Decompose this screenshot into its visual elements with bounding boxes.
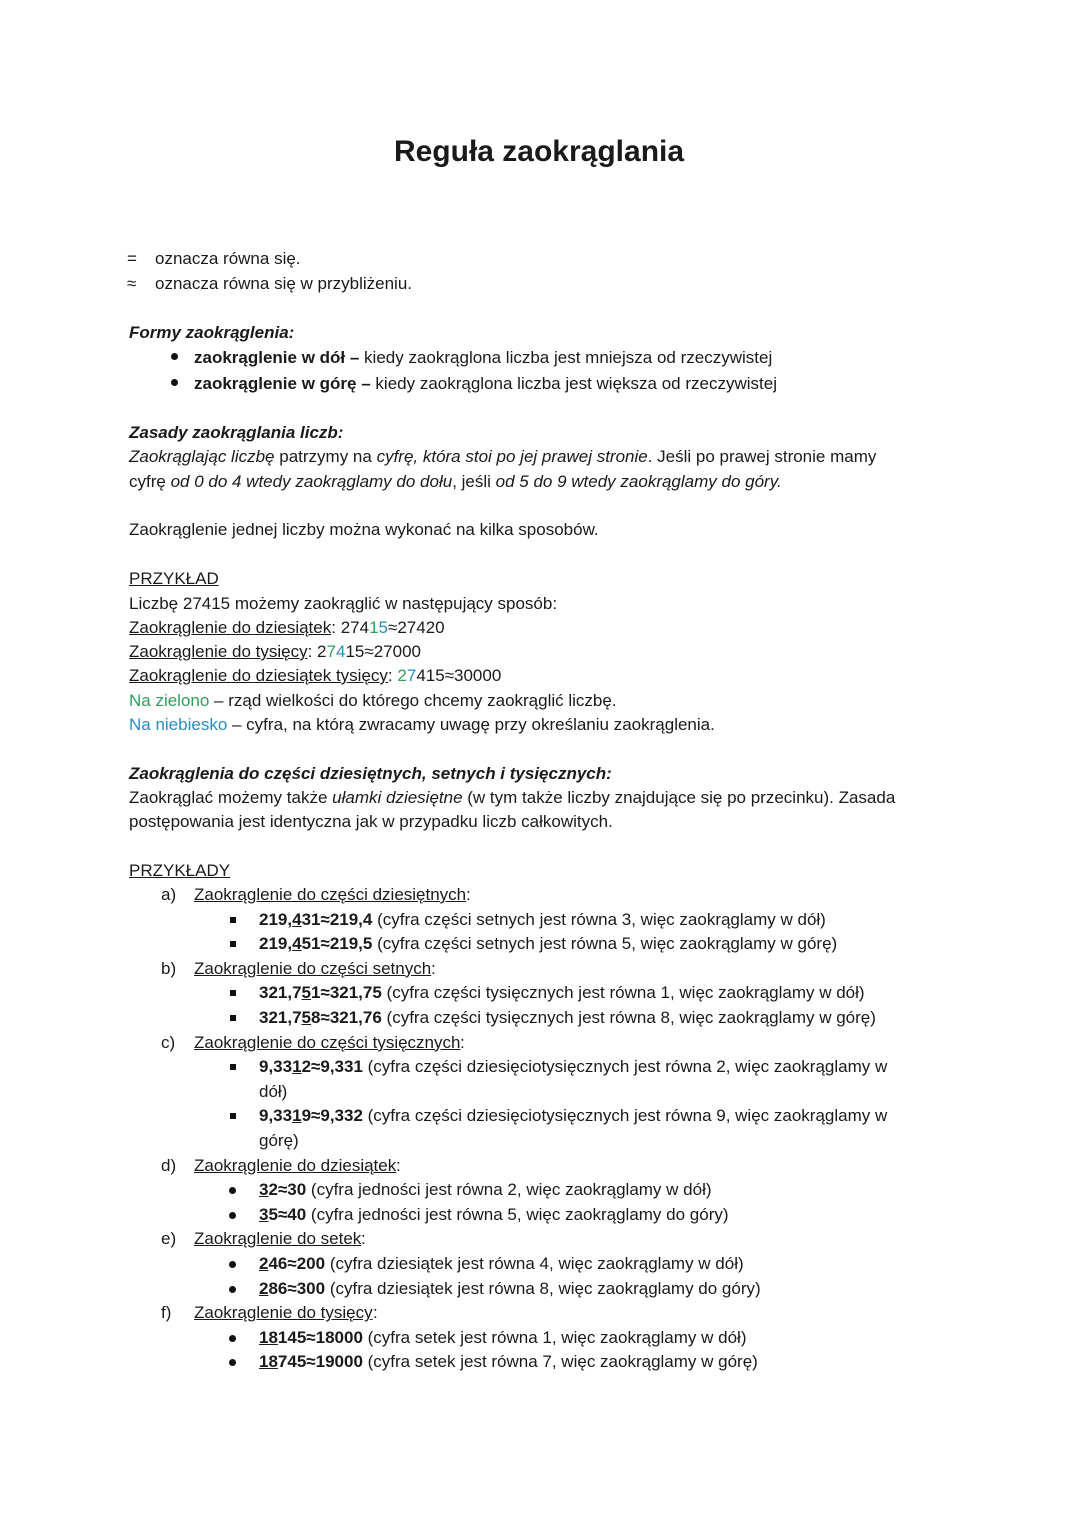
number-underlined-part: 2 xyxy=(259,1254,269,1273)
equals-symbol: = xyxy=(127,249,137,268)
example-label: Zaokrąglenie do dziesiątek xyxy=(129,618,332,637)
paragraph-line: Zaokrąglenie jednej liczby można wykonać na kilka sposobów. xyxy=(129,520,599,539)
symbol-desc: oznacza równa się w przybliżeniu. xyxy=(155,274,413,293)
definition: kiedy zaokrąglona liczba jest większa od rzeczywistej xyxy=(370,374,777,393)
explanation: (cyfra części tysięcznych jest równa 1, więc zaokrąglamy w dół) xyxy=(381,983,865,1003)
colon: : xyxy=(396,1155,401,1175)
number-part: 321,7 xyxy=(259,983,302,1003)
explanation: (cyfra dziesiątek jest równa 4, więc zaokrąglamy w dół) xyxy=(325,1254,744,1273)
bullet-icon xyxy=(229,1286,236,1293)
group-title: Zaokrąglenie do tysięcy xyxy=(194,1303,373,1323)
text: (w tym także liczby znajdujące się po przecinku). Zasada xyxy=(462,788,896,807)
italic-text: od 0 do 4 wtedy zaokrąglamy do dołu xyxy=(170,472,453,491)
colon: : xyxy=(431,958,436,978)
number-part: 219, xyxy=(259,909,293,929)
example-item xyxy=(259,1203,729,1227)
term: zaokrąglenie w górę – xyxy=(194,374,371,393)
rounded-result: ≈200 xyxy=(287,1254,326,1273)
rounded-result: ≈321,76 xyxy=(320,1008,382,1027)
square-bullet-icon xyxy=(230,990,236,996)
result: ≈27000 xyxy=(364,642,421,661)
legend-blue xyxy=(129,713,715,737)
separator: : xyxy=(331,618,341,637)
number-part: 46 xyxy=(268,1254,288,1273)
number-part: 2 xyxy=(301,1057,312,1077)
group-letter: e) xyxy=(161,1229,177,1249)
group-title: Zaokrąglenie do części setnych xyxy=(194,958,432,978)
legend-text: – rząd wielkości do którego chcemy zaokrąglić liczbę. xyxy=(209,691,617,710)
group-letter: f) xyxy=(161,1303,172,1323)
group-letter: b) xyxy=(161,958,177,978)
blue-digit: 7 xyxy=(406,666,417,685)
example-item-continuation: górę) xyxy=(259,1131,299,1150)
rounded-result: ≈40 xyxy=(277,1204,307,1224)
group-letter: d) xyxy=(161,1155,177,1175)
page-title: Reguła zaokrąglania xyxy=(393,135,685,168)
rounded-result: ≈18000 xyxy=(306,1327,363,1347)
number-underlined-part: 18 xyxy=(259,1352,278,1372)
separator: : xyxy=(387,666,398,685)
rounded-result: ≈30 xyxy=(277,1180,307,1200)
number-part: 9,33 xyxy=(259,1106,293,1126)
colon: : xyxy=(460,1032,465,1052)
blue-label: Na niebiesko xyxy=(129,715,228,734)
number-part: 86 xyxy=(268,1278,288,1298)
term: zaokrąglenie w dół – xyxy=(194,348,360,367)
number-underlined-part: 4 xyxy=(292,909,302,929)
legend-text: – cyfra, na którą zwracamy uwagę przy określaniu zaokrąglenia. xyxy=(227,715,715,734)
example-heading: PRZYKŁAD xyxy=(129,569,219,588)
digits: 2 xyxy=(317,642,327,661)
result: ≈30000 xyxy=(444,666,502,685)
example-item xyxy=(259,908,826,932)
italic-text: ułamki dziesiętne xyxy=(332,788,463,807)
legend-green xyxy=(129,689,617,713)
number-part: 145 xyxy=(277,1327,307,1347)
number-underlined-part: 1 xyxy=(292,1057,302,1077)
example-label: Zaokrąglenie do tysięcy xyxy=(129,642,308,661)
example-item xyxy=(259,1006,876,1030)
example-intro: Liczbę 27415 możemy zaokrąglić w następujący sposób: xyxy=(129,594,558,613)
example-item xyxy=(259,1277,761,1301)
rounded-result: ≈219,4 xyxy=(320,909,373,929)
number-part: 9,33 xyxy=(259,1057,293,1077)
number-part: 321,7 xyxy=(259,1008,302,1027)
square-bullet-icon xyxy=(230,917,236,923)
blue-digit: 5 xyxy=(378,618,388,637)
definition: kiedy zaokrąglona liczba jest mniejsza od rzeczywistej xyxy=(359,348,773,367)
symbol-row xyxy=(129,247,301,271)
green-digit: 7 xyxy=(326,642,336,661)
approx-symbol: ≈ xyxy=(127,274,137,293)
explanation: (cyfra setek jest równa 7, więc zaokrąglamy w górę) xyxy=(362,1352,758,1372)
example-row xyxy=(129,640,421,664)
number-part: 1 xyxy=(311,983,321,1003)
bullet-icon xyxy=(229,1187,236,1194)
example-item xyxy=(259,1350,758,1374)
bullet-icon xyxy=(229,1212,236,1219)
colon: : xyxy=(466,885,471,904)
group-title: Zaokrąglenie do części dziesiętnych xyxy=(194,885,467,904)
group-letter: c) xyxy=(161,1032,176,1052)
explanation: (cyfra dziesiątek jest równa 8, więc zaokrąglamy do góry) xyxy=(325,1278,761,1298)
explanation: (cyfra części dziesięciotysięcznych jest równa 2, więc zaokrąglamy w xyxy=(362,1057,888,1077)
rounded-result: ≈9,331 xyxy=(311,1057,363,1077)
italic-text: cyfrę, która stoi po jej prawej stronie xyxy=(376,447,648,466)
text: . Jeśli po prawej stronie mamy xyxy=(647,447,877,466)
example-item xyxy=(259,1055,887,1079)
explanation: (cyfra części tysięcznych jest równa 8, więc zaokrąglamy w górę) xyxy=(381,1008,876,1027)
example-item xyxy=(259,1104,887,1128)
paragraph-line xyxy=(129,445,876,469)
paragraph-line: postępowania jest identyczna jak w przypadku liczb całkowitych. xyxy=(129,812,613,831)
colon: : xyxy=(361,1229,366,1249)
example-item xyxy=(259,981,865,1005)
example-item xyxy=(259,1252,744,1276)
italic-text: Zaokrąglając liczbę xyxy=(129,447,275,466)
text: Zaokrąglać możemy także xyxy=(129,788,333,807)
section-heading-zasady: Zasady zaokrąglania liczb: xyxy=(129,423,344,442)
example-item xyxy=(259,1178,712,1202)
group-title: Zaokrąglenie do dziesiątek xyxy=(194,1155,397,1175)
section-heading-dziesietne: Zaokrąglenia do części dziesiętnych, setnych i tysięcznych: xyxy=(129,764,612,783)
italic-text: od 5 do 9 wtedy zaokrąglamy do góry. xyxy=(495,472,782,491)
number-underlined-part: 5 xyxy=(301,983,312,1003)
digits: 274 xyxy=(340,618,370,637)
green-digit: 2 xyxy=(397,666,407,685)
separator: : xyxy=(307,642,318,661)
paragraph-line xyxy=(129,470,782,494)
symbol-row xyxy=(129,272,412,296)
number-underlined-part: 5 xyxy=(301,1008,312,1027)
example-row xyxy=(129,616,445,640)
square-bullet-icon xyxy=(230,1015,236,1021)
text: patrzymy na xyxy=(274,447,377,466)
digits: 415 xyxy=(416,666,445,685)
number-part: 5 xyxy=(268,1204,278,1224)
explanation: (cyfra setek jest równa 1, więc zaokrąglamy w dół) xyxy=(362,1327,747,1347)
number-underlined-part: 2 xyxy=(259,1278,269,1298)
examples-heading: PRZYKŁADY xyxy=(129,861,231,880)
rounded-result: ≈9,332 xyxy=(311,1106,363,1126)
explanation: (cyfra części dziesięciotysięcznych jest równa 9, więc zaokrąglamy w xyxy=(362,1106,888,1126)
number-part: 745 xyxy=(277,1352,307,1372)
rounded-result: ≈219,5 xyxy=(320,934,373,954)
number-part: 51 xyxy=(301,934,321,954)
number-part: 8 xyxy=(311,1008,321,1027)
bullet-icon xyxy=(229,1359,236,1366)
explanation: (cyfra części setnych jest równa 3, więc zaokrąglamy w dół) xyxy=(372,909,826,929)
list-item xyxy=(194,346,772,370)
group-title: Zaokrąglenie do setek xyxy=(194,1229,362,1249)
square-bullet-icon xyxy=(230,1064,236,1070)
rounded-result: ≈321,75 xyxy=(320,983,382,1003)
example-item xyxy=(259,1326,747,1350)
square-bullet-icon xyxy=(230,941,236,947)
number-part: 2 xyxy=(268,1180,278,1200)
number-underlined-part: 3 xyxy=(259,1204,269,1224)
result: ≈27420 xyxy=(388,618,445,637)
green-digit: 1 xyxy=(369,618,379,637)
group-title: Zaokrąglenie do części tysięcznych xyxy=(194,1032,461,1052)
bullet-icon xyxy=(229,1261,236,1268)
bullet-icon xyxy=(229,1335,236,1342)
rounded-result: ≈300 xyxy=(287,1278,326,1298)
example-row xyxy=(129,664,501,688)
square-bullet-icon xyxy=(230,1113,236,1119)
number-underlined-part: 18 xyxy=(259,1327,278,1347)
bullet-icon xyxy=(171,353,178,360)
blue-digit: 4 xyxy=(335,642,346,661)
section-heading-formy: Formy zaokrąglenia: xyxy=(129,323,295,342)
number-underlined-part: 3 xyxy=(259,1180,269,1200)
bullet-icon xyxy=(171,379,178,386)
number-underlined-part: 1 xyxy=(292,1106,302,1126)
list-item xyxy=(194,372,777,396)
rounded-result: ≈19000 xyxy=(306,1352,363,1372)
green-label: Na zielono xyxy=(129,691,210,710)
explanation: (cyfra części setnych jest równa 5, więc zaokrąglamy w górę) xyxy=(372,934,838,954)
number-part: 219, xyxy=(259,934,293,954)
symbol-desc: oznacza równa się. xyxy=(155,249,301,268)
explanation: (cyfra jedności jest równa 5, więc zaokrąglamy do góry) xyxy=(306,1204,729,1224)
explanation: (cyfra jedności jest równa 2, więc zaokrąglamy w dół) xyxy=(306,1180,712,1200)
example-item xyxy=(259,932,837,956)
number-part: 31 xyxy=(301,909,321,929)
text: , jeśli xyxy=(452,472,496,491)
text: cyfrę xyxy=(129,472,171,491)
group-letter: a) xyxy=(161,885,177,904)
digits: 15 xyxy=(345,642,365,661)
number-underlined-part: 4 xyxy=(292,934,302,954)
example-label: Zaokrąglenie do dziesiątek tysięcy xyxy=(129,666,388,685)
paragraph-line xyxy=(129,786,895,810)
colon: : xyxy=(373,1303,378,1323)
number-part: 9 xyxy=(301,1106,312,1126)
example-item-continuation: dół) xyxy=(259,1081,288,1101)
